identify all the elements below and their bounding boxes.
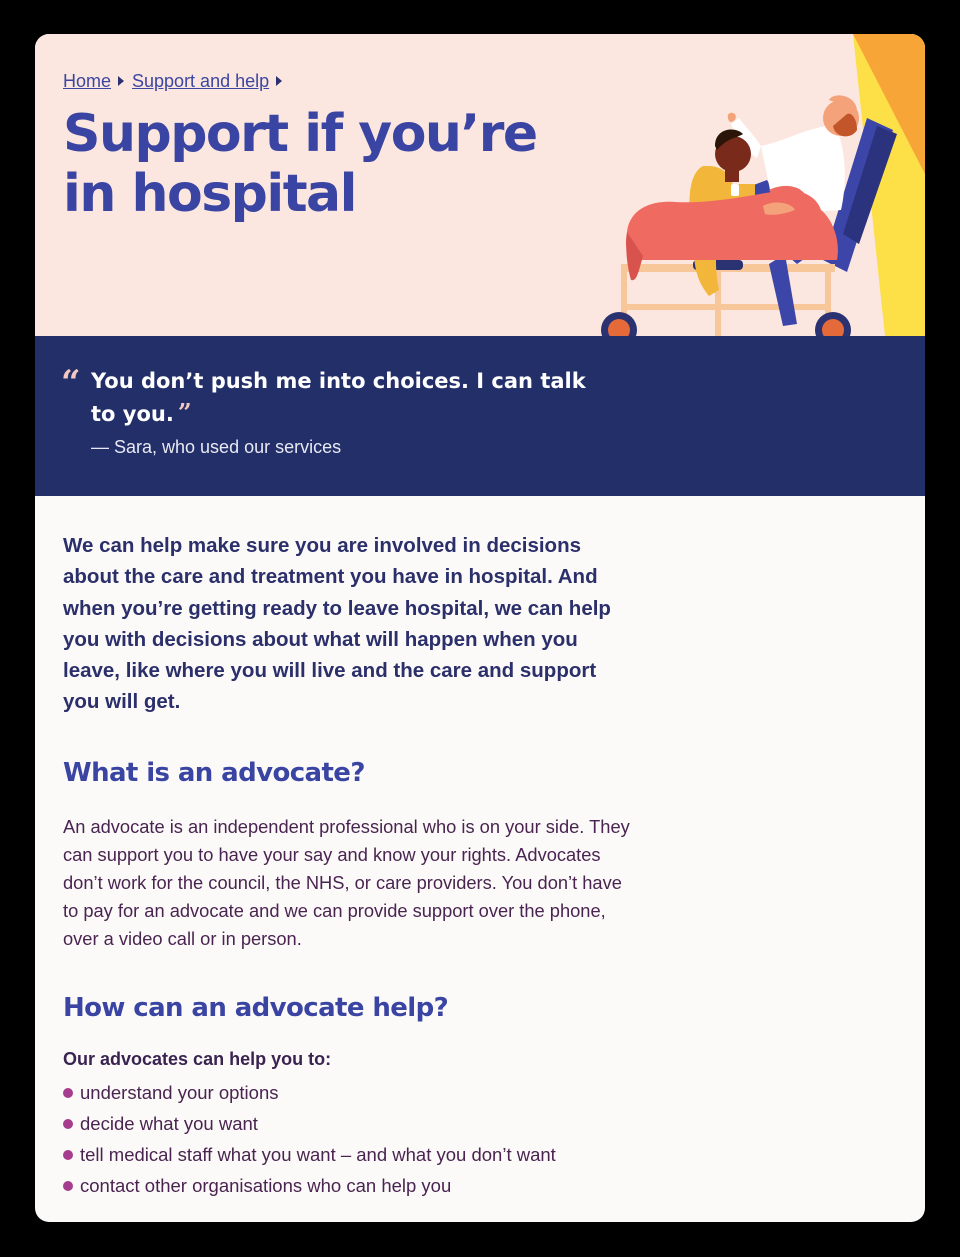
hero-banner	[35, 34, 925, 336]
section-heading-how-advocate-helps: How can an advocate help?	[63, 992, 449, 1023]
close-quote-icon: ”	[177, 398, 192, 427]
breadcrumb	[63, 69, 290, 93]
bullet-icon	[63, 1088, 73, 1098]
main-content	[63, 530, 633, 1202]
list-item-text: decide what you want	[80, 1112, 258, 1134]
chevron-right-icon	[276, 76, 282, 86]
list-item	[63, 1108, 633, 1139]
list-item-text: tell medical staff what you want – and what you don’t want	[80, 1144, 556, 1166]
bullet-icon	[63, 1181, 73, 1191]
list-item-text: understand your options	[80, 1081, 279, 1103]
help-list	[63, 1077, 633, 1202]
section-body-what-is-advocate: An advocate is an independent professional who is on your side. They can support you to have your say and know your rights. Advocates don’t work for the council, the NHS, or care providers. You don’t have to pay for an advocate and we can provide support over the phone, over a video call or in person.	[63, 815, 630, 949]
list-intro: Our advocates can help you to:	[63, 1048, 332, 1069]
open-quote-icon: “	[61, 363, 81, 403]
section-heading-what-is-advocate: What is an advocate?	[63, 757, 365, 788]
bullet-icon	[63, 1119, 73, 1129]
quote-text	[91, 366, 591, 430]
quote-attribution: — Sara, who used our services	[91, 437, 342, 457]
list-item	[63, 1139, 633, 1170]
list-item-text: contact other organisations who can help you	[80, 1175, 452, 1197]
hospital-bed-illustration	[585, 34, 925, 336]
quote-body: You don’t push me into choices. I can talk to you.	[91, 369, 586, 426]
intro-paragraph: We can help make sure you are involved in decisions about the care and treatment you have in hospital. And when you’re getting ready to leave hospital, we can help you with decisions about what will happen when you leave, like where you will live and the care and support you will get.	[63, 534, 611, 714]
testimonial-quote	[35, 336, 925, 496]
chevron-right-icon	[118, 76, 124, 86]
breadcrumb-link-support-and-help[interactable]: Support and help	[132, 70, 270, 91]
page-viewport	[35, 34, 925, 1222]
list-item	[63, 1170, 633, 1201]
breadcrumb-link-home[interactable]: Home	[63, 70, 112, 91]
bullet-icon	[63, 1150, 73, 1160]
page-title: Support if you’re in hospital	[63, 104, 537, 224]
list-item	[63, 1077, 633, 1108]
